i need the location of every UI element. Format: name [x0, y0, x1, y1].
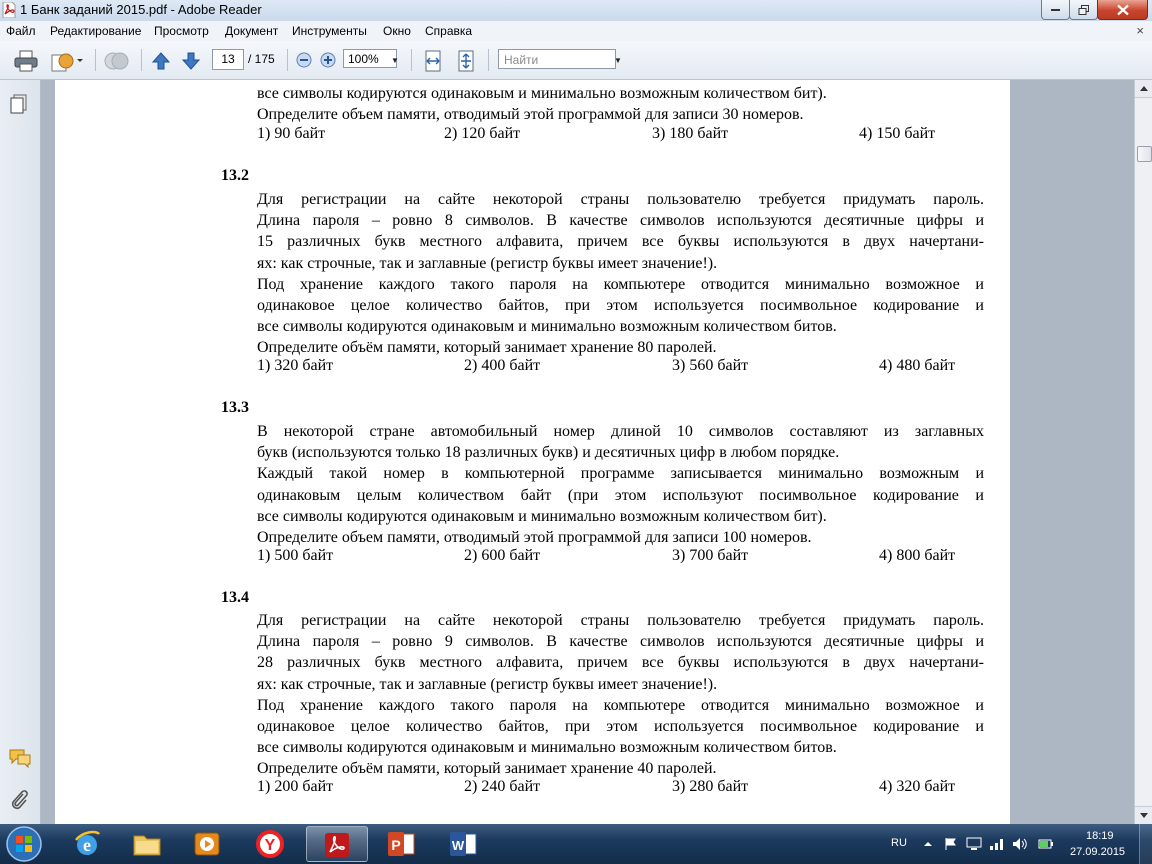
taskbar-yandex-browser[interactable]: [243, 826, 297, 862]
scrollbar-thumb[interactable]: [1137, 146, 1152, 162]
taskbar-internet-explorer[interactable]: [60, 826, 114, 862]
menu-bar: [0, 21, 1152, 41]
volume-icon[interactable]: [1012, 837, 1028, 851]
answer-option: 2) 600 байт: [464, 547, 541, 564]
answer-option: 4) 800 байт: [879, 547, 956, 564]
answer-option: 4) 480 байт: [879, 357, 956, 374]
menu-file[interactable]: Файл: [6, 24, 36, 38]
answer-option: 2) 120 байт: [444, 125, 521, 142]
find-input[interactable]: Найти: [498, 49, 616, 69]
action-center-flag-icon[interactable]: [944, 837, 958, 851]
minimize-button[interactable]: [1041, 0, 1070, 20]
answer-option: 4) 320 байт: [879, 778, 956, 795]
answer-option: 2) 400 байт: [464, 357, 541, 374]
taskbar-media-player[interactable]: [180, 826, 234, 862]
battery-icon[interactable]: [1038, 837, 1054, 851]
next-page-icon[interactable]: [181, 51, 201, 71]
word-icon: [448, 830, 478, 858]
print-icon[interactable]: [14, 50, 38, 72]
scroll-down-button[interactable]: [1135, 806, 1152, 824]
attachments-icon[interactable]: [10, 788, 30, 812]
scroll-up-button[interactable]: [1135, 80, 1152, 98]
taskbar-powerpoint[interactable]: [372, 826, 430, 862]
pages-icon[interactable]: [10, 94, 28, 114]
menu-help[interactable]: Справка: [425, 24, 473, 38]
yandex-browser-icon: [256, 830, 284, 858]
fit-page-icon[interactable]: [456, 50, 476, 72]
question-text: В некоторой стране автомобильный номер длиной 10 символов составляют из заглавных букв (используются только 18 различных букв) и десятичных цифр в любом порядке. Каждый такой номер в компьютерной программе записывается минимально возможным и одинаковым целым количеством байт (при этом используют посимвольное кодирование и все символы кодируются одинаковым и минимально возможным количеством бит). Определите объем памяти, отводимый этой программой для записи 100 номеров.: [257, 423, 984, 546]
answer-option: 1) 500 байт: [257, 547, 334, 564]
navigation-pane: [0, 80, 41, 824]
internet-explorer-icon: [73, 830, 101, 858]
menu-view[interactable]: Просмотр: [154, 24, 209, 38]
clock-time[interactable]: 18:19: [1086, 830, 1114, 842]
share-pdf-icon[interactable]: [50, 49, 84, 73]
monitor-icon[interactable]: [966, 837, 982, 851]
taskbar-word[interactable]: [434, 826, 492, 862]
start-button[interactable]: [4, 825, 44, 863]
question-text: Для регистрации на сайте некоторой страны пользователю требуется придумать пароль. Длина пароля – ровно 9 символов. В качестве символов используются десятичные цифры и 28 различных букв местного алфавита, причем все буквы используются в двух начертани- ях: как строчные, так и заглавные (регистр буквы имеет значение!). Под хранение каждого такого пароля на компьютере отводится минимально возможное и одинаковое целое количество байтов, при этом используется посимвольное кодирование и все символы кодируются одинаковым и минимально возможным количеством битов. Определите объём памяти, который занимает хранение 40 паролей.: [257, 612, 984, 778]
svg-text:e: e: [83, 835, 91, 855]
folder-icon: [133, 831, 161, 857]
answer-option: 1) 320 байт: [257, 357, 334, 374]
answer-option: 3) 560 байт: [672, 357, 749, 374]
find-dropdown-icon[interactable]: ▼: [614, 56, 622, 65]
answer-option: 3) 700 байт: [672, 547, 749, 564]
answer-option: 1) 90 байт: [257, 125, 326, 142]
answer-option: 3) 280 байт: [672, 778, 749, 795]
svg-text:W: W: [451, 838, 465, 853]
media-player-icon: [193, 831, 221, 857]
close-button[interactable]: [1097, 0, 1148, 20]
title-bar: [0, 0, 1152, 22]
answer-option: 4) 150 байт: [859, 125, 936, 142]
zoom-level-select[interactable]: 100%: [343, 49, 397, 68]
network-icon[interactable]: [989, 837, 1005, 851]
window-title: 1 Банк заданий 2015.pdf - Adobe Reader: [20, 2, 262, 17]
language-indicator[interactable]: RU: [891, 837, 907, 849]
comments-icon[interactable]: [8, 748, 32, 768]
zoom-in-icon[interactable]: [320, 52, 336, 68]
close-document-button[interactable]: ×: [1136, 23, 1144, 38]
show-hidden-icons-icon[interactable]: [922, 838, 934, 850]
taskbar-adobe-reader[interactable]: [306, 826, 368, 862]
question-number: 13.4: [221, 589, 249, 606]
powerpoint-icon: [386, 830, 416, 858]
clock-date[interactable]: 27.09.2015: [1070, 846, 1126, 858]
question-text: Для регистрации на сайте некоторой страны пользователю требуется придумать пароль. Длина пароля – ровно 8 символов. В качестве символов используются десятичные цифры и 15 различных букв местного алфавита, причем все буквы используются в двух начертани- ях: как строчные, так и заглавные (регистр буквы имеет значение!). Под хранение каждого такого пароля на компьютере отводится минимально возможное и одинаковое целое количество байтов, при этом используется посимвольное кодирование и все символы кодируются одинаковым и минимально возможным количеством битов. Определите объём памяти, который занимает хранение 80 паролей.: [257, 191, 984, 357]
taskbar: [0, 824, 1152, 864]
collaborate-icon[interactable]: [104, 50, 130, 72]
menu-edit[interactable]: Редактирование: [50, 24, 142, 38]
adobe-reader-icon: [323, 831, 351, 859]
svg-text:P: P: [391, 837, 401, 853]
vertical-scrollbar[interactable]: [1134, 80, 1152, 824]
question-number: 13.2: [221, 167, 249, 184]
fit-width-icon[interactable]: [423, 50, 443, 72]
restore-button[interactable]: [1069, 0, 1098, 20]
pdf-page: [55, 80, 1010, 824]
page-total: / 175: [248, 52, 275, 66]
restore-icon: [1078, 5, 1089, 15]
document-viewport[interactable]: [41, 80, 1134, 824]
zoom-out-icon[interactable]: [296, 52, 312, 68]
taskbar-explorer[interactable]: [120, 826, 174, 862]
scroll-up-icon: [1135, 80, 1152, 97]
answer-option: 2) 240 байт: [464, 778, 541, 795]
question-number: 13.3: [221, 399, 249, 416]
previous-question-tail: все символы кодируются одинаковым и минимально возможным количеством бит). Определите объем памяти, отводимый этой программой для записи 30 номеров.: [257, 85, 827, 124]
pdf-file-icon: [2, 2, 16, 18]
svg-text:Y: Y: [264, 837, 276, 854]
show-desktop-button[interactable]: [1139, 824, 1152, 864]
toolbar: [0, 41, 1152, 80]
zoom-dropdown-icon[interactable]: ▼: [391, 56, 399, 65]
minimize-icon: [1051, 8, 1061, 12]
close-icon: [1117, 4, 1129, 15]
menu-tools[interactable]: Инструменты: [292, 24, 367, 38]
page-number-input[interactable]: 13: [212, 49, 244, 70]
answer-option: 1) 200 байт: [257, 778, 334, 795]
previous-page-icon[interactable]: [151, 51, 171, 71]
menu-window[interactable]: Окно: [383, 24, 411, 38]
menu-document[interactable]: Документ: [225, 24, 279, 38]
scroll-down-icon: [1135, 807, 1152, 824]
answer-option: 3) 180 байт: [652, 125, 729, 142]
